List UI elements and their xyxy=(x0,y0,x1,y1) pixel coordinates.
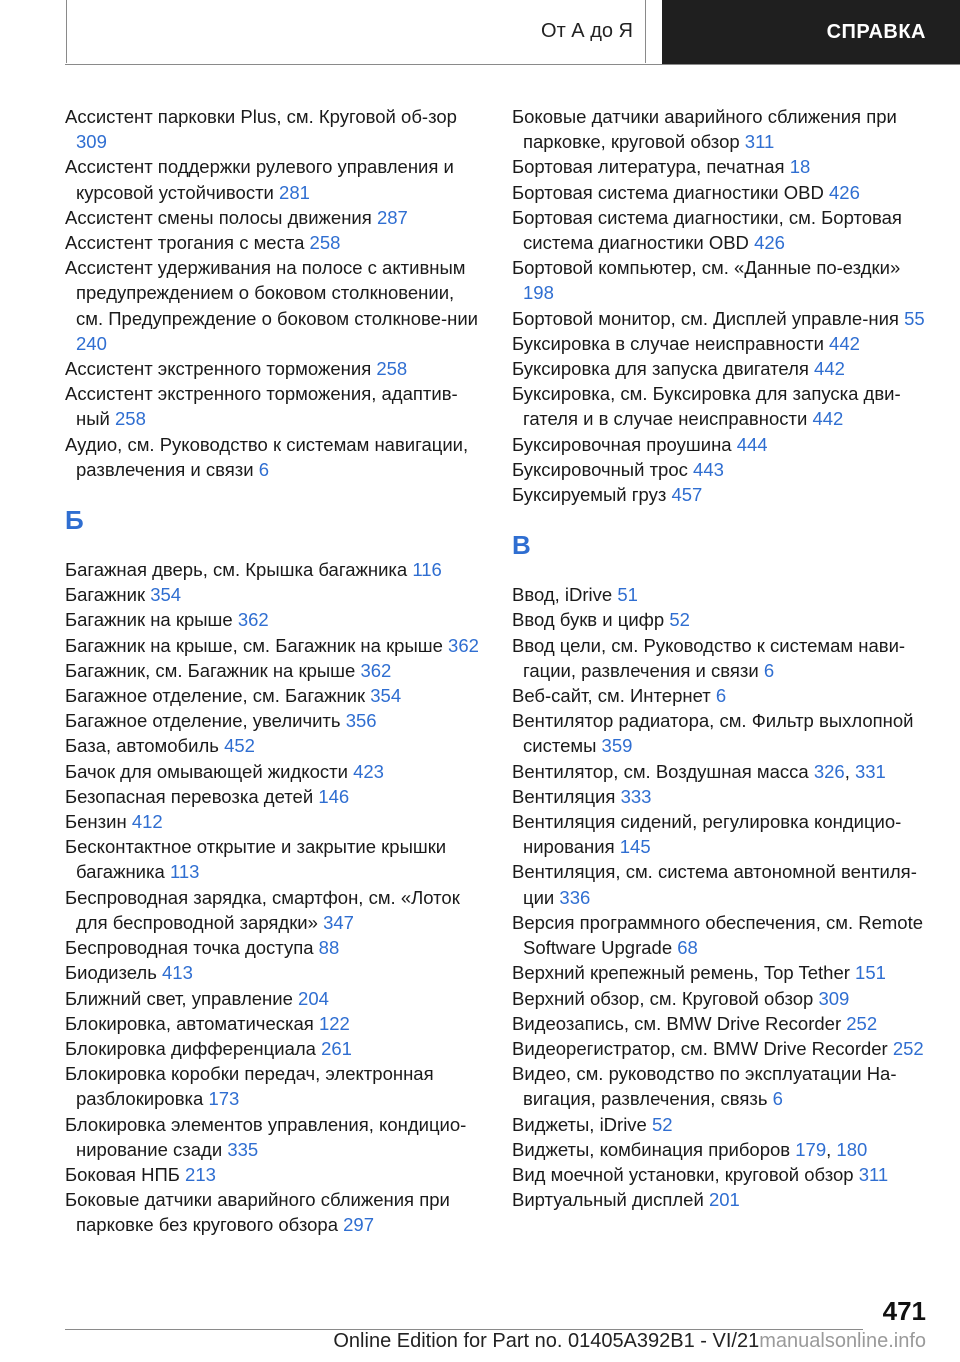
index-entry xyxy=(65,381,485,431)
index-entry-text: Буксировка для запуска двигателя xyxy=(512,358,809,380)
index-entry xyxy=(65,809,485,834)
index-entry-text: Верхний обзор, см. Круговой обзор xyxy=(512,987,814,1009)
index-entry-text: Видеорегистратор, см. BMW Drive Recorder xyxy=(512,1037,888,1059)
index-entry-text: Ввод, iDrive xyxy=(512,584,613,606)
index-entry-text: Вентиляция сидений, регулировка кондицио-нирования xyxy=(512,811,902,858)
section-letter: Б xyxy=(65,505,84,536)
index-entry xyxy=(65,230,485,255)
page-link[interactable]: 426 xyxy=(829,181,860,203)
index-entry-text: Вентиляция, см. система автономной вентиля-ции xyxy=(512,861,917,908)
index-entry xyxy=(65,1162,485,1187)
page-link[interactable]: 6 xyxy=(772,1088,783,1110)
index-entry-text: Бесконтактное открытие и закрытие крышки багажника xyxy=(65,836,447,883)
tab-a-to-z-label: От А до Я xyxy=(541,20,633,42)
index-entry-text: Вентиляция xyxy=(512,785,616,807)
index-entry-text: Блокировка коробки передач, электронная разблокировка xyxy=(65,1063,434,1110)
index-entry-text: Видеозапись, см. BMW Drive Recorder xyxy=(512,1012,842,1034)
index-entry xyxy=(512,1011,932,1036)
index-entry xyxy=(512,910,932,960)
page-link[interactable]: 442 xyxy=(814,358,845,380)
index-entry xyxy=(512,809,932,859)
index-entry xyxy=(512,457,932,482)
index-entry xyxy=(512,1061,932,1111)
index-entry xyxy=(512,432,932,457)
index-entry xyxy=(65,557,485,582)
index-entry-text: Ассистент смены полосы движения xyxy=(65,206,372,228)
index-entry xyxy=(512,859,932,909)
index-entry xyxy=(512,633,932,683)
index-entry xyxy=(512,960,932,985)
page-link[interactable]: 362 xyxy=(448,634,479,656)
index-entry xyxy=(65,255,485,356)
page-link[interactable]: 426 xyxy=(754,232,785,254)
page-link[interactable]: 151 xyxy=(855,962,886,984)
index-entry xyxy=(65,935,485,960)
index-entry-text: Буксировочная проушина xyxy=(512,433,732,455)
index-entry xyxy=(65,1061,485,1111)
page-link[interactable]: 116 xyxy=(412,559,442,581)
index-entry-text: Вентилятор, см. Воздушная масса xyxy=(512,760,809,782)
page-number: 471 xyxy=(882,1296,926,1326)
index-entry xyxy=(512,154,932,179)
page-link[interactable]: 362 xyxy=(360,659,392,681)
index-entry-text: Бортовой компьютер, см. «Данные по-ездки» xyxy=(512,257,901,279)
index-entry-text: Багажная дверь, см. Крышка багажника xyxy=(65,559,408,581)
page-link[interactable]: 173 xyxy=(208,1088,240,1110)
page-link[interactable]: 333 xyxy=(620,785,652,807)
index-entry-text: Веб-сайт, см. Интернет xyxy=(512,685,711,707)
index-entry xyxy=(512,180,932,205)
page-link[interactable]: 258 xyxy=(309,232,341,254)
index-entry-text: Виджеты, iDrive xyxy=(512,1113,647,1135)
page-link[interactable]: 442 xyxy=(829,332,860,354)
index-entry xyxy=(512,986,932,1011)
watermark-text: manualsonline.info xyxy=(759,1330,926,1352)
index-entry-text: Беспроводная зарядка, смартфон, см. «Лоток для беспроводной зарядки» xyxy=(65,886,460,933)
page-link[interactable]: 52 xyxy=(652,1113,673,1135)
index-entry-text: Виртуальный дисплей xyxy=(512,1189,704,1211)
page-link[interactable]: 359 xyxy=(601,735,633,757)
page-link[interactable]: 252 xyxy=(892,1037,924,1059)
page-link[interactable]: 444 xyxy=(736,433,768,455)
index-entry-text: Ближний свет, управление xyxy=(65,987,293,1009)
index-entry-text: Бортовая литература, печатная xyxy=(512,156,785,178)
page-link[interactable]: 201 xyxy=(708,1189,740,1211)
index-entry xyxy=(512,1036,932,1061)
page-link[interactable]: 18 xyxy=(789,156,811,178)
index-entry-text: Буксировка в случае неисправности xyxy=(512,332,824,354)
page-link[interactable]: 122 xyxy=(318,1012,350,1034)
page-link[interactable]: 452 xyxy=(224,735,255,757)
page-link[interactable]: 6 xyxy=(715,685,727,707)
page-link[interactable]: 443 xyxy=(693,458,724,480)
page-link[interactable]: 335 xyxy=(227,1138,259,1160)
page-link[interactable]: 457 xyxy=(671,484,703,506)
index-entry-text: Боковые датчики аварийного сближения при парковке, круговой обзор xyxy=(512,106,897,153)
index-entry-text: Биодизель xyxy=(65,962,157,984)
page-link[interactable]: 258 xyxy=(115,408,146,430)
index-entry xyxy=(512,306,932,331)
index-entry xyxy=(512,255,932,305)
index-entry-text: Блокировка элементов управления, кондицио-нирование сзади xyxy=(65,1113,467,1160)
section-letter: В xyxy=(512,530,531,561)
page-link[interactable]: 6 xyxy=(258,458,269,480)
index-entry-text: Боковые датчики аварийного сближения при парковке без кругового обзора xyxy=(65,1189,450,1236)
index-entry-text: Аудио, см. Руководство к системам навигации, развлечения и связи xyxy=(65,433,469,480)
page-link[interactable]: 252 xyxy=(846,1012,878,1034)
footer-edition xyxy=(0,1330,926,1353)
page-link[interactable]: 258 xyxy=(376,358,408,380)
index-entry xyxy=(512,381,932,431)
index-entry-text: Багажное отделение, увеличить xyxy=(65,710,341,732)
index-entry-text: Ввод цели, см. Руководство к системам нави-гации, развлечения и связи xyxy=(512,634,906,681)
index-entry-text: Блокировка дифференциала xyxy=(65,1037,316,1059)
page-link[interactable]: 331 xyxy=(854,760,886,782)
index-entry-text: Видео, см. руководство по эксплуатации На-вигация, развлечения, связь xyxy=(512,1063,897,1110)
index-entry xyxy=(65,432,485,482)
index-entry-text: Беспроводная точка доступа xyxy=(65,937,314,959)
index-entry-text: Бензин xyxy=(65,811,127,833)
index-entry xyxy=(65,834,485,884)
index-entry xyxy=(512,1112,932,1137)
index-entry xyxy=(65,633,485,658)
index-entry-text: Бортовая система диагностики, см. Бортовая система диагностики OBD xyxy=(512,206,902,254)
page-link[interactable]: 55 xyxy=(904,307,925,329)
page-link[interactable]: 213 xyxy=(185,1163,216,1185)
page-link[interactable]: 347 xyxy=(323,911,354,933)
index-entry xyxy=(512,607,932,632)
index-entry-text: Багажник на крыше xyxy=(65,609,233,631)
page-link[interactable]: 52 xyxy=(669,609,690,631)
index-entry-text: Ввод букв и цифр xyxy=(512,609,665,631)
index-column-left xyxy=(65,104,485,1238)
index-entry-text: Ассистент удерживания на полосе с активным предупреждением о боковом столкновении, см. Предупреждение о боковом столкнове-нии xyxy=(65,257,479,329)
index-entry xyxy=(65,1036,485,1061)
index-entry-text: Ассистент экстренного торможения xyxy=(65,358,372,380)
index-entry xyxy=(512,683,932,708)
index-entry-text: Верхний крепежный ремень, Top Tether xyxy=(512,962,850,984)
index-entry-text: Ассистент поддержки рулевого управления и курсовой устойчивости xyxy=(65,156,454,203)
page-link[interactable]: 287 xyxy=(376,206,408,228)
index-entry xyxy=(512,482,932,507)
page-link[interactable]: 354 xyxy=(370,685,402,707)
page-link[interactable]: 423 xyxy=(353,760,384,782)
index-entry xyxy=(65,683,485,708)
index-entry xyxy=(512,205,932,255)
index-entry-text: Версия программного обеспечения, см. Remote Software Upgrade xyxy=(512,911,924,959)
index-entry xyxy=(65,658,485,683)
page-link[interactable]: 51 xyxy=(617,584,638,606)
index-entry xyxy=(512,784,932,809)
index-entry xyxy=(65,356,485,381)
edition-text: Online Edition for Part no. 01405A392B1 - VI/21 xyxy=(333,1330,760,1352)
index-entry xyxy=(65,759,485,784)
index-entry xyxy=(65,1011,485,1036)
index-entry xyxy=(65,733,485,758)
page-link[interactable]: 356 xyxy=(345,710,377,732)
index-entry xyxy=(512,356,932,381)
page-link[interactable]: 309 xyxy=(818,987,850,1009)
page-link[interactable]: 412 xyxy=(131,811,163,833)
page-link[interactable]: 146 xyxy=(318,785,350,807)
index-entry-text: Багажник xyxy=(65,584,146,606)
index-entry-text: Безопасная перевозка детей xyxy=(65,785,314,807)
index-entry xyxy=(512,582,932,607)
index-entry xyxy=(65,205,485,230)
page-link[interactable]: 354 xyxy=(150,584,182,606)
page-link[interactable]: 261 xyxy=(321,1037,352,1059)
page-link[interactable]: 311 xyxy=(858,1163,889,1185)
index-entry xyxy=(65,784,485,809)
index-entry-text: Бортовой монитор, см. Дисплей управле-ния xyxy=(512,307,899,329)
page-link[interactable]: 88 xyxy=(318,937,340,959)
index-entry-text: Буксировка, см. Буксировка для запуска дви-гателя и в случае неисправности xyxy=(512,383,901,430)
index-entry xyxy=(65,582,485,607)
index-entry xyxy=(512,331,932,356)
page-link[interactable]: 179 xyxy=(795,1138,827,1160)
page-link[interactable]: 113 xyxy=(169,861,200,883)
index-entry xyxy=(65,986,485,1011)
page-link[interactable]: 326 xyxy=(813,760,845,782)
index-entry xyxy=(512,104,932,154)
index-entry xyxy=(65,885,485,935)
page-link[interactable]: 281 xyxy=(279,181,310,203)
index-entry xyxy=(65,104,485,154)
index-entry xyxy=(512,1162,932,1187)
index-entry xyxy=(512,708,932,758)
page-link[interactable]: 6 xyxy=(763,659,775,681)
index-entry-text: Ассистент парковки Plus, см. Круговой об-зор xyxy=(65,106,457,127)
page-link[interactable]: 180 xyxy=(836,1138,868,1160)
index-entry xyxy=(65,607,485,632)
page-link[interactable]: 297 xyxy=(343,1214,375,1236)
index-entry-text: Багажник на крыше, см. Багажник на крыше xyxy=(65,634,443,656)
header-rule xyxy=(65,64,960,65)
index-entry-text: Бортовая система диагностики OBD xyxy=(512,181,824,203)
page-link[interactable]: 311 xyxy=(744,131,775,153)
index-entry-text: Вид моечной установки, круговой обзор xyxy=(512,1163,854,1185)
page-link[interactable]: 240 xyxy=(76,332,107,354)
index-entry-text: Буксируемый груз xyxy=(512,484,667,506)
index-entry: Вентилятор, см. Воздушная масса 326, 331 xyxy=(512,760,886,782)
tab-reference-label: СПРАВКА xyxy=(826,20,926,43)
page-link[interactable]: 309 xyxy=(76,131,107,153)
index-entry-text: Блокировка, автоматическая xyxy=(65,1012,314,1034)
index-entry-text: Багажное отделение, см. Багажник xyxy=(65,685,366,707)
page-link[interactable]: 362 xyxy=(237,609,269,631)
index-entry-text: Багажник, см. Багажник на крыше xyxy=(65,659,356,681)
index-entry: Виджеты, комбинация приборов 179, 180 xyxy=(512,1138,868,1160)
index-entry xyxy=(65,1187,485,1237)
index-entry-text: Вентилятор радиатора, см. Фильтр выхлопной системы xyxy=(512,710,914,757)
page-link[interactable]: 68 xyxy=(677,937,698,959)
index-entry xyxy=(65,1112,485,1162)
index-entry-text: Бачок для омывающей жидкости xyxy=(65,760,348,782)
index-entry xyxy=(65,708,485,733)
tab-a-to-z[interactable] xyxy=(66,0,646,63)
index-entry-text: Ассистент экстренного торможения, адаптив-ный xyxy=(65,383,458,430)
index-column-right xyxy=(512,104,932,1212)
page-link[interactable]: 204 xyxy=(298,987,329,1009)
index-entry xyxy=(65,154,485,204)
index-entry-text: База, автомобиль xyxy=(65,735,219,757)
index-entry-text: Виджеты, комбинация приборов xyxy=(512,1138,791,1160)
page-link[interactable]: 413 xyxy=(162,962,193,984)
page-link[interactable]: 442 xyxy=(812,408,844,430)
tab-reference[interactable] xyxy=(662,0,960,64)
index-entry xyxy=(65,960,485,985)
index-entry-text: Буксировочный трос xyxy=(512,458,688,480)
page-link[interactable]: 336 xyxy=(559,886,591,908)
index-entry-text: Ассистент трогания с места xyxy=(65,232,305,254)
index-entry-text: Боковая НПБ xyxy=(65,1163,180,1185)
page-link[interactable]: 198 xyxy=(523,282,554,304)
index-entry xyxy=(512,1187,932,1212)
page-link[interactable]: 145 xyxy=(619,836,651,858)
